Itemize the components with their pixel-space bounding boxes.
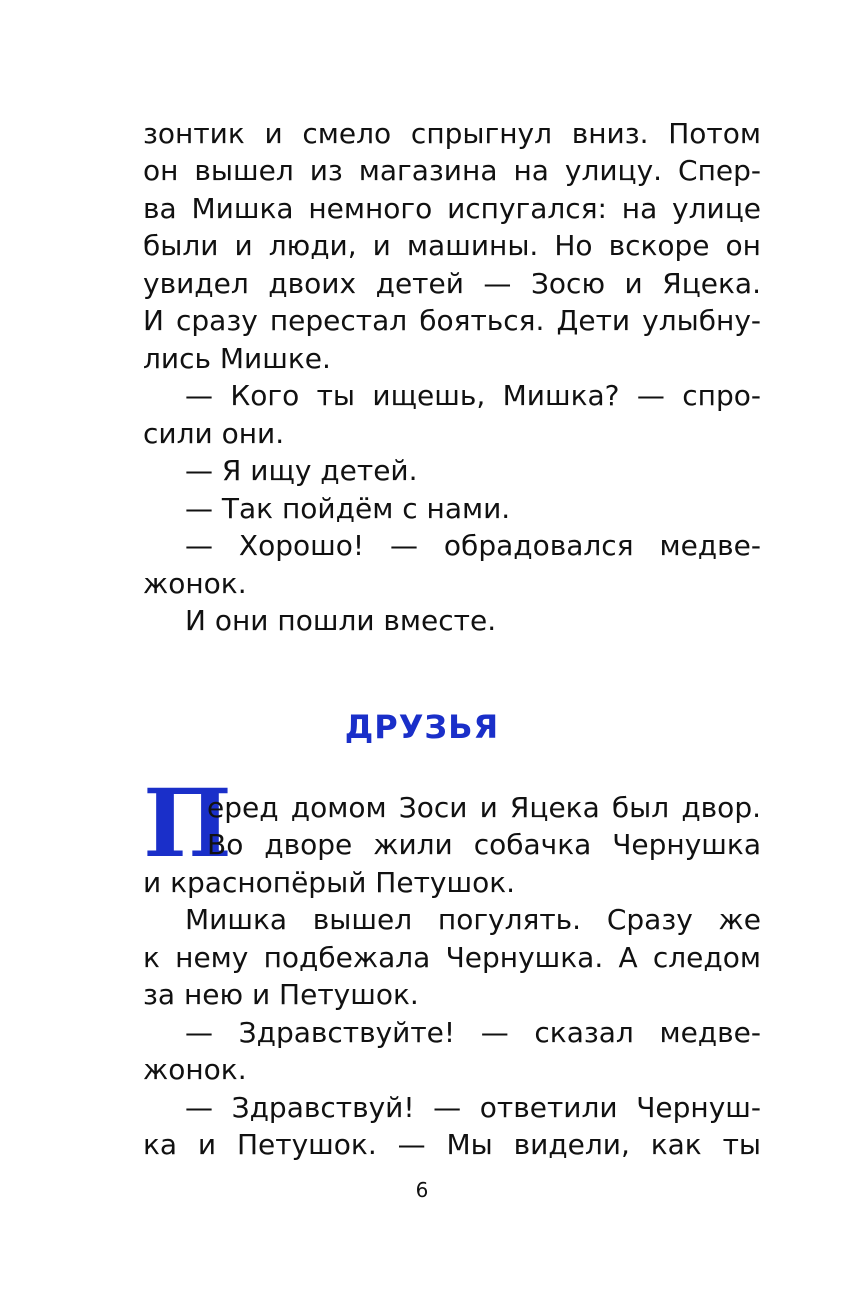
text-line: — Кого ты ищешь, Мишка? — спро- [185, 379, 761, 412]
text-line: И сразу перестал бояться. Дети улыбну- [143, 304, 761, 337]
text-line: еред домом Зоси и Яцека был двор. [207, 791, 761, 824]
text-line: ка и Петушок. — Мы видели, как ты [143, 1128, 761, 1161]
text-line: зонтик и смело спрыгнул вниз. Потом [143, 117, 761, 150]
text-line: — Здравствуйте! — сказал медве- [185, 1016, 761, 1049]
text-line: увидел двоих детей — Зосю и Яцека. [143, 267, 761, 300]
page-number: 6 [415, 1178, 429, 1202]
text-line: лись Мишке. [143, 342, 331, 375]
text-line: сили они. [143, 417, 285, 450]
text-line: жонок. [143, 567, 247, 600]
text-line: он вышел из магазина на улицу. Спер- [143, 154, 761, 187]
text-line: — Хорошо! — обрадовался медве- [185, 529, 761, 562]
text-line: и краснопёрый Петушок. [143, 866, 516, 899]
text-line: Во дворе жили собачка Чернушка [207, 828, 761, 861]
text-line: И они пошли вместе. [185, 604, 497, 637]
text-line: к нему подбежала Чернушка. А следом [143, 941, 761, 974]
text-line: были и люди, и машины. Но вскоре он [143, 229, 761, 262]
text-line: за нею и Петушок. [143, 978, 419, 1011]
text-line: — Здравствуй! — ответили Чернуш- [185, 1091, 761, 1124]
text-line: ва Мишка немного испугался: на улице [143, 192, 761, 225]
text-line: — Так пойдём с нами. [185, 492, 511, 525]
chapter-title: ДРУЗЬЯ [344, 708, 500, 746]
text-line: — Я ищу детей. [185, 454, 418, 487]
drop-cap: П [143, 769, 232, 879]
text-line: Мишка вышел погулять. Сразу же [185, 903, 761, 936]
text-line: жонок. [143, 1053, 247, 1086]
